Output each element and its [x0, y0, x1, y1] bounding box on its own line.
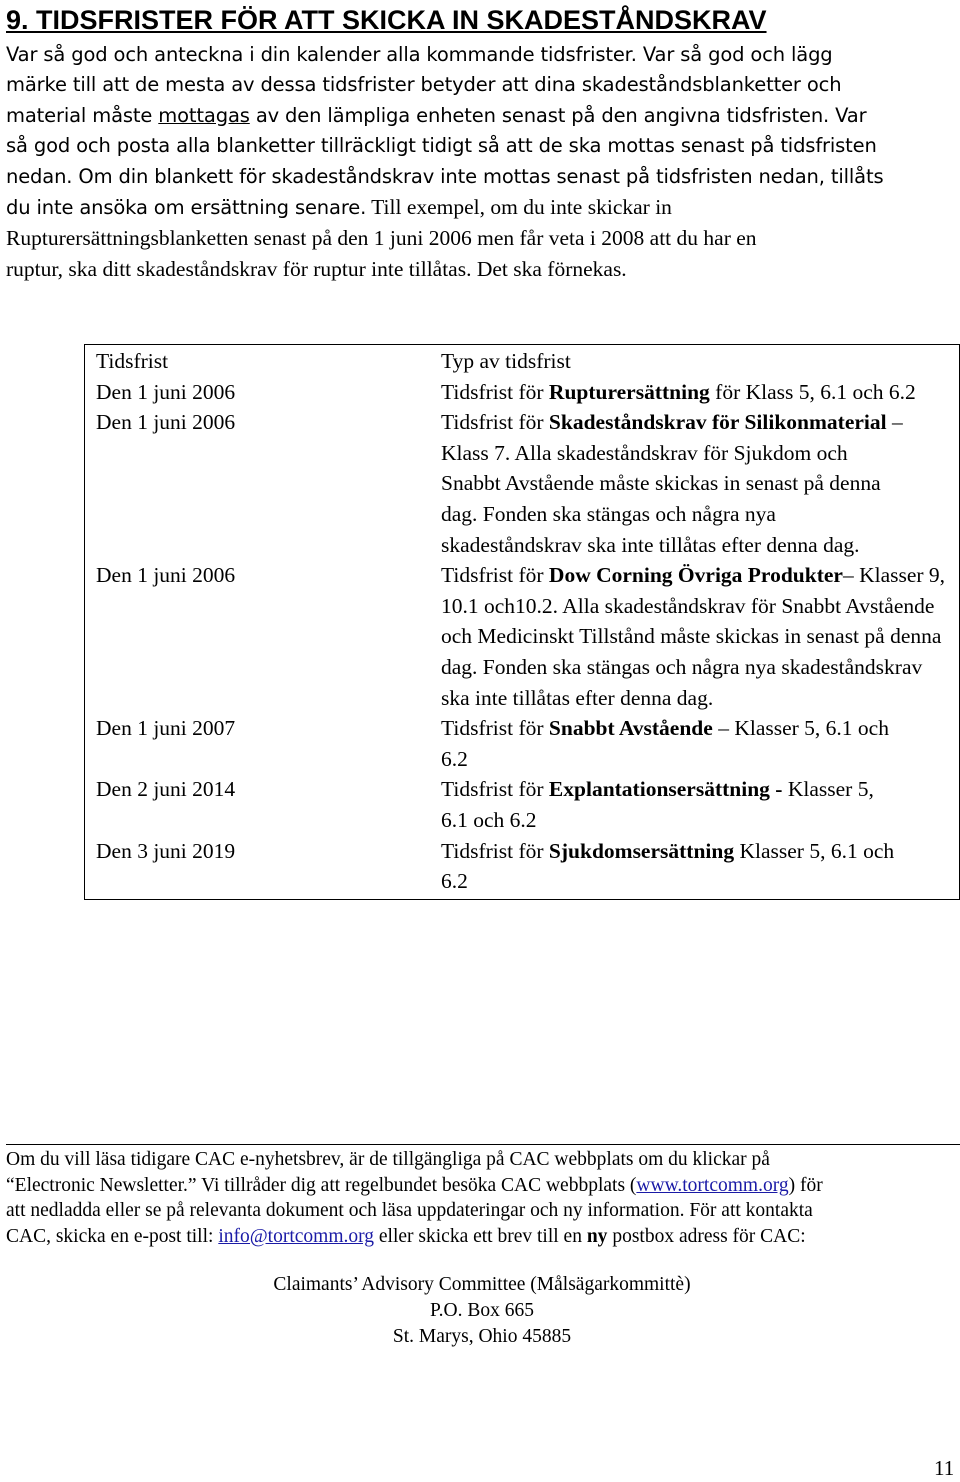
intro-line-6 [6, 192, 956, 223]
intro-line-1: Var så god och anteckna i din kalender alla kommande tidsfrister. Var så god och lägg [6, 43, 833, 66]
header-type: Typ av tidsfrist [441, 349, 571, 373]
row-rest: – Klass 7. Alla skadeståndskrav för Sjukdom och Snabbt Avstående måste skickas in senast på denna dag. Fonden ska stängas och några nya skadeståndskrav ska inte tillåtas efter denna dag. [441, 410, 903, 557]
row-rest: Klasser 5, 6.1 och 6.2 [441, 838, 895, 894]
row-date: Den 3 juni 2019 [96, 838, 236, 863]
footer-divider [6, 1144, 960, 1145]
footer-line-4 [6, 1224, 956, 1250]
footer-bold-ny: ny [586, 1225, 608, 1247]
row-description [441, 774, 960, 835]
row-bold-name: Explantationsersättning - [548, 777, 783, 802]
page-number: 11 [934, 1456, 955, 1480]
table-row [85, 377, 960, 408]
address-line-2: P.O. Box 665 [429, 1300, 535, 1321]
row-date: Den 1 juni 2006 [96, 379, 236, 404]
row-bold-name: Sjukdomsersättning [548, 838, 735, 863]
row-prefix: Tidsfrist för [441, 563, 549, 588]
footer-line-1: Om du vill läsa tidigare CAC e-nyhetsbrev, är de tillgängliga på CAC webbplats om du klickar på [6, 1149, 770, 1170]
email-link[interactable]: info@tortcomm.org [218, 1225, 375, 1247]
footer-line-3: att nedladda eller se på relevanta dokument och läsa uppdateringar och ny information. För att kontakta [6, 1200, 813, 1221]
header-deadline: Tidsfrist [96, 349, 169, 373]
row-date: Den 2 juni 2014 [96, 777, 236, 802]
row-bold-name: Skadeståndskrav för Silikonmaterial [548, 410, 887, 435]
row-prefix: Tidsfrist för [441, 379, 549, 404]
row-prefix: Tidsfrist för [441, 838, 549, 863]
section-heading: 9. TIDSFRISTER FÖR ATT SKICKA IN SKADESTÅNDSKRAV [6, 5, 767, 35]
intro-line-6-start: du inte ansöka om ersättning senare. [6, 196, 367, 220]
intro-line-8: ruptur, ska ditt skadeståndskrav för ruptur inte tillåtas. Det ska förnekas. [6, 256, 627, 281]
footer-line-4-end: postbox adress för CAC: [607, 1225, 806, 1247]
row-bold-name: Dow Corning Övriga Produkter [548, 563, 843, 588]
row-rest: – Klasser 5, 6.1 och 6.2 [441, 716, 889, 771]
row-prefix: Tidsfrist för [441, 716, 549, 741]
intro-line-3-end: av den lämpliga enheten senast på den angivna tidsfristen. Var [249, 103, 867, 127]
mottagas-underlined: mottagas [158, 103, 250, 127]
row-date: Den 1 juni 2006 [96, 410, 236, 435]
row-prefix: Tidsfrist för [441, 410, 549, 435]
footer-line-4-middle: eller skicka ett brev till en [374, 1225, 587, 1247]
row-rest: – Klasser 9, 10.1 och10.2. Alla skadeståndskrav för Snabbt Avstående och Medicinskt Tillstånd måste skickas in senast på denna dag. Fonden ska stängas och några nya skadeståndskrav ska inte tillåtas efter denna dag. [441, 563, 946, 710]
table-row [85, 774, 960, 835]
row-date: Den 1 juni 2006 [96, 563, 236, 588]
intro-paragraph [6, 40, 956, 284]
intro-line-4: så god och posta alla blanketter tillräckligt tidigt så att de ska mottas senast på tidsfristen [6, 134, 877, 158]
table-row [85, 407, 960, 560]
intro-line-5: nedan. Om din blankett för skadeståndskrav inte mottas senast på tidsfristen nedan, tillåts [6, 164, 884, 188]
intro-line-2: märke till att de mesta av dessa tidsfrister betyder att dina skadeståndsblanketter och [6, 73, 842, 97]
row-date: Den 1 juni 2007 [96, 716, 236, 741]
deadlines-table [84, 344, 960, 900]
row-description [441, 407, 960, 560]
table-row [85, 836, 960, 900]
mailing-address [0, 1272, 960, 1350]
row-description [441, 560, 960, 713]
row-bold-name: Snabbt Avstående [548, 716, 713, 741]
footer-line-2-end: ) för [788, 1174, 823, 1196]
footer-line-2-start: “Electronic Newsletter.” Vi tillråder dig att regelbundet besöka CAC webbplats ( [6, 1174, 637, 1196]
table-row [85, 560, 960, 713]
footer-paragraph [6, 1147, 956, 1249]
row-description [441, 713, 960, 774]
row-bold-name: Rupturersättning [548, 379, 710, 404]
intro-line-3-start: material måste [6, 103, 159, 127]
intro-line-6-end: Till exempel, om du inte skickar in [366, 195, 672, 220]
row-prefix: Tidsfrist för [441, 777, 549, 802]
row-rest: för Klass 5, 6.1 och 6.2 [709, 379, 916, 404]
table-row [85, 713, 960, 774]
row-description [441, 836, 960, 900]
address-line-1: Claimants’ Advisory Committee (Målsägarkommittè) [273, 1274, 691, 1295]
table-header-row [85, 345, 960, 377]
website-link[interactable]: www.tortcomm.org [636, 1174, 789, 1196]
intro-line-3 [6, 101, 956, 131]
footer-line-4-start: CAC, skicka en e-post till: [6, 1225, 219, 1247]
intro-line-7: Rupturersättningsblanketten senast på den 1 juni 2006 men får veta i 2008 att du har en [6, 226, 757, 251]
address-line-3: St. Marys, Ohio 45885 [392, 1326, 572, 1347]
row-rest: Klasser 5, 6.1 och 6.2 [441, 777, 874, 832]
footer-line-2 [6, 1173, 956, 1199]
row-description [441, 377, 960, 408]
